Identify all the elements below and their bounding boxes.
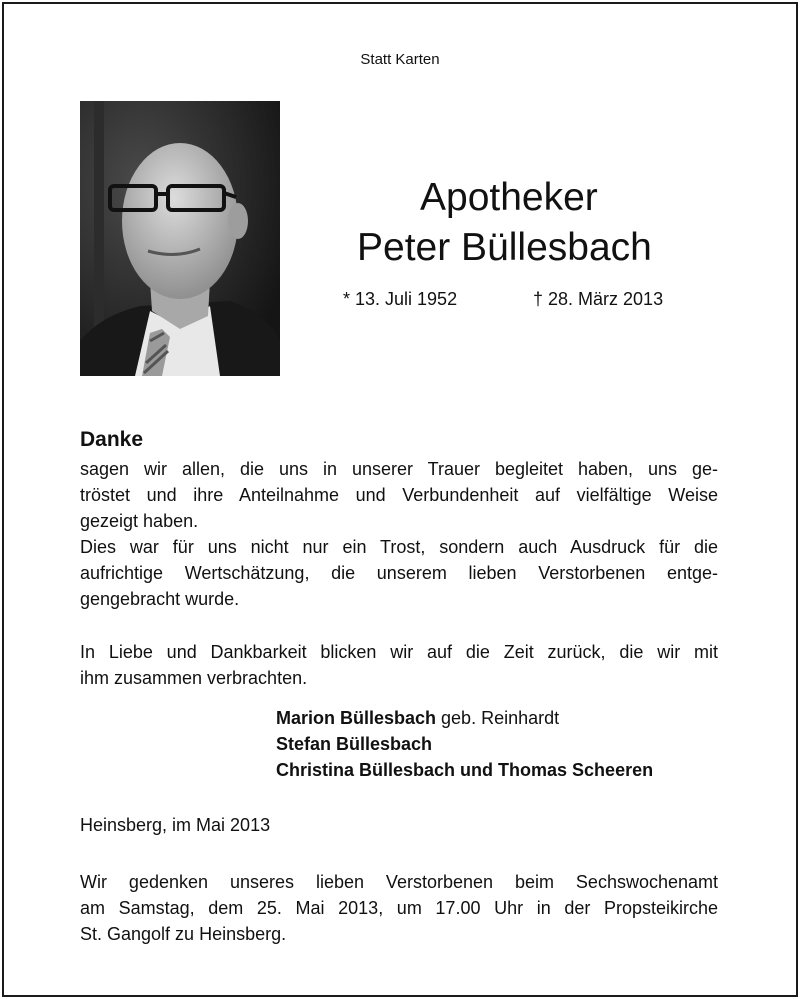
text-line: aufrichtige Wertschätzung, die unserem lieben Verstorbenen entge- [80,563,718,583]
text-line: Dies war für uns nicht nur ein Trost, sondern auch Ausdruck für die [80,537,718,557]
birth-date: * 13. Juli 1952 [343,289,458,309]
text-line: St. Gangolf zu Heinsberg. [80,924,287,944]
signature-name: Christina Büllesbach und Thomas Scheeren [276,760,654,780]
death-date: † 28. März 2013 [533,289,664,309]
text-line: In Liebe und Dankbarkeit blicken wir auf die Zeit zurück, die wir mit [80,642,718,662]
signature-marion [276,708,559,729]
signature-name: Stefan Büllesbach [276,734,433,754]
thanks-heading: Danke [80,428,144,451]
text-line: Wir gedenken unseres lieben Verstorbenen beim Sechswochenamt [80,872,718,892]
text-line: am Samstag, dem 25. Mai 2013, um 17.00 Uhr in der Propsteikirche [80,898,718,918]
signature-christina-thomas [276,760,653,781]
thanks-paragraph [80,456,718,612]
statt-karten-label: Statt Karten [360,51,440,68]
remembrance-paragraph [80,639,718,691]
memorial-service-paragraph [80,869,718,947]
text-line: tröstet und ihre Anteilnahme und Verbundenheit auf vielfältige Weise [80,485,718,505]
text-line: gezeigt haben. [80,511,199,531]
portrait-photo [80,101,280,376]
signature-name: Marion Büllesbach [276,708,437,728]
text-line: sagen wir allen, die uns in unserer Trauer begleitet haben, uns ge- [80,459,718,479]
deceased-name: Peter Büllesbach [357,226,652,269]
text-line: gengebracht wurde. [80,589,240,609]
signature-stefan [276,734,432,755]
text-line: ihm zusammen verbrachten. [80,668,308,688]
deceased-profession: Apotheker [420,176,598,219]
signature-suffix: geb. Reinhardt [436,708,560,728]
place-date: Heinsberg, im Mai 2013 [80,815,271,835]
